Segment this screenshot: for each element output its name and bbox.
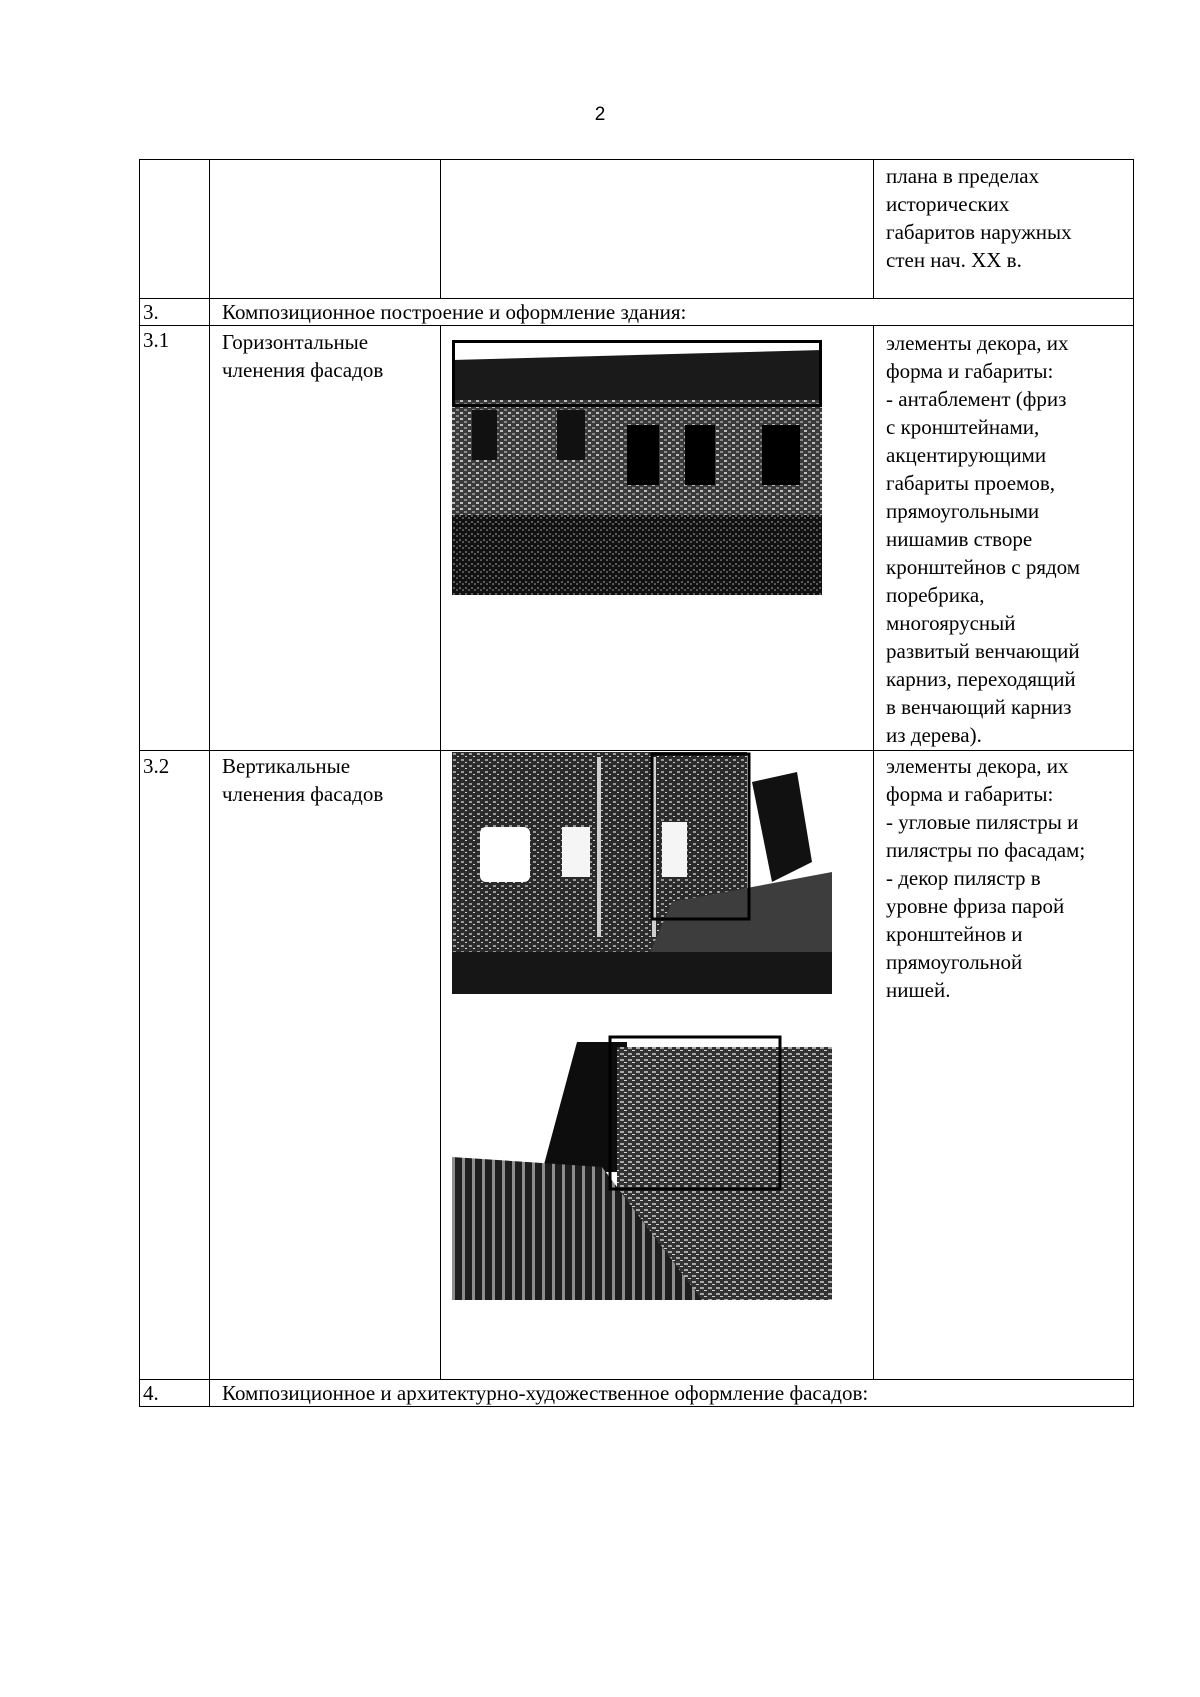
row-number: 3.1 [143,328,170,352]
table-border-left [139,159,140,1406]
col-divider [873,159,874,298]
element-description: элементы декора, их форма и габариты: - антаблемент (фриз с кронштейнами, акцентирующими габариты проемов, прямоугольными нишамив створе кронштейнов с рядом поребрика, многоярусный развитый венчающий карниз, переходящий в венчающий карниз из дерева). [886,331,1081,747]
col-divider [209,159,210,1406]
element-name: Горизонтальные членения фасадов [222,330,384,382]
facade-photo-horizontal [452,340,822,595]
continued-value-cell: плана в пределах исторических габаритов наружных стен нач. XX в. [886,164,1072,272]
section-title: Композиционное построение и оформление здания: [222,300,687,324]
row-divider [139,750,1134,751]
facade-photo-vertical-1 [452,752,832,994]
table-border-top [139,159,1134,160]
row-number: 3.2 [143,754,170,778]
col-divider [440,159,441,298]
section-title: Композиционное и архитектурно-художественное оформление фасадов: [222,1381,869,1405]
col-divider [440,325,441,1379]
section-number: 3. [143,300,159,324]
section-number: 4. [143,1381,159,1405]
table-border-right [1133,159,1134,1406]
element-name: Вертикальные членения фасадов [222,754,384,806]
page-number: 2 [594,104,606,125]
facade-photo-vertical-2 [452,1022,832,1300]
col-divider [873,325,874,1379]
element-description: элементы декора, их форма и габариты: - угловые пилястры и пилястры по фасадам; - декор пилястр в уровне фриза парой кронштейнов и прямоугольной нишей. [886,754,1086,1002]
